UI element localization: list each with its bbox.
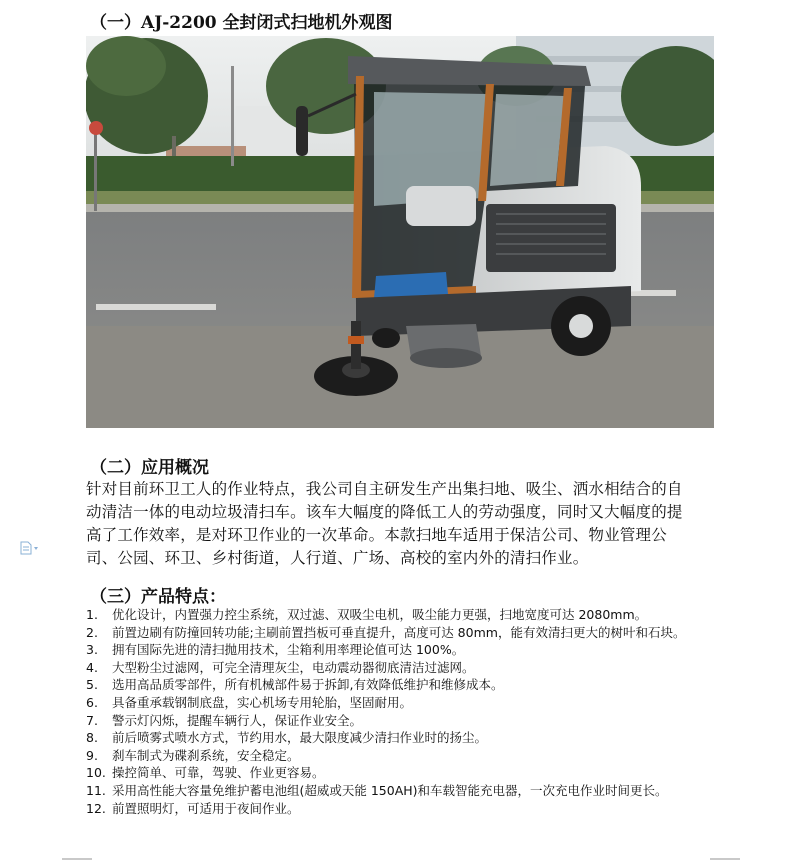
item-text: 前置边刷有防撞回转功能;主刷前置挡板可垂直提升，高度可达 80mm，能有效清扫更大的树叶和石块。 [112,624,686,640]
item-text: 选用高品质零部件，所有机械部件易于拆卸,有效降低维护和维修成本。 [112,677,504,693]
overview-paragraph [86,478,716,570]
list-item [86,800,726,818]
item-number: 11. [86,782,106,798]
item-number: 10. [86,765,106,781]
list-item [86,782,726,800]
section-2-title: （二）应用概况 [90,458,209,478]
item-number: 6. [86,694,98,710]
list-item [86,624,726,642]
item-number: 3. [86,642,98,658]
item-number: 1. [86,607,98,622]
item-text: 采用高性能大容量免维护蓄电池组(超威或天能 150AH)和车载智能充电器，一次充电作业时间更长。 [112,782,668,798]
item-number: 8. [86,730,98,746]
item-text: 优化设计，内置强力控尘系统，双过滤、双吸尘电机，吸尘能力更强，扫地宽度可达 2080mm。 [112,607,648,622]
feature-list [86,606,726,817]
item-text: 刹车制式为碟刹系统，安全稳定。 [112,747,300,763]
item-text: 前后喷雾式喷水方式，节约用水，最大限度减少清扫作业时的扬尘。 [112,730,488,746]
section-3-title: （三）产品特点： [90,587,226,607]
item-text: 前置照明灯，可适用于夜间作业。 [112,800,300,816]
list-item [86,712,726,730]
item-number: 9. [86,747,98,763]
item-number: 2. [86,624,98,640]
list-item [86,764,726,782]
item-text: 警示灯闪烁，提醒车辆行人，保证作业安全。 [112,712,363,728]
overview-line: 针对目前环卫工人的作业特点，我公司自主研发生产出集扫地、吸尘、洒水相结合的自 [86,480,683,498]
sweeper-photo [86,36,714,428]
overview-line: 动清洁一体的电动垃圾清扫车。该车大幅度的降低工人的劳动强度，同时又大幅度的提 [86,503,683,521]
list-item [86,694,726,712]
item-text: 拥有国际先进的清扫抛用技术，尘箱利用率理论值可达 100%。 [112,642,465,658]
item-number: 4. [86,659,98,675]
list-item [86,676,726,694]
overview-line: 高了工作效率，是对环卫作业的一次革命。本款扫地车适用于保洁公司、物业管理公 [86,526,667,544]
sweeper-illustration [86,36,714,428]
item-text: 操控简单、可靠，驾驶、作业更容易。 [112,765,325,781]
document-icon[interactable] [20,540,42,554]
list-item [86,606,726,624]
list-item [86,641,726,659]
item-text: 具备重承载钢制底盘，实心机场专用轮胎，坚固耐用。 [112,694,413,710]
item-number: 5. [86,677,98,693]
item-text: 大型粉尘过滤网，可完全清理灰尘，电动震动器彻底清洁过滤网。 [112,659,475,675]
item-number: 7. [86,712,98,728]
overview-line: 司、公园、环卫、乡村街道，人行道、广场、高校的室内外的清扫作业。 [86,549,589,567]
list-item [86,659,726,677]
item-number: 12. [86,800,106,816]
list-item [86,729,726,747]
list-item [86,747,726,765]
page-corner-mark [710,858,740,860]
page-corner-mark [62,858,92,860]
section-1-title: （一）AJ-2200 全封闭式扫地机外观图 [90,13,393,33]
